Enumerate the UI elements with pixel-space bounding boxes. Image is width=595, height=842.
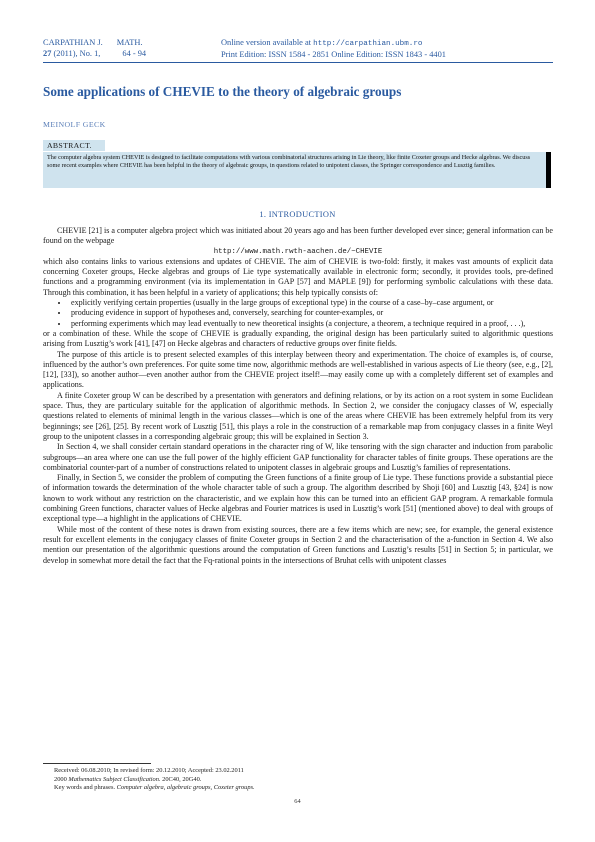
journal-header bbox=[43, 38, 203, 59]
paragraph: or a combination of these. While the scope of CHEVIE is gradually expanding, the original design has been particularly suited to algorithmic questions arising from Lusztig’s work [41], [47] on Hecke algebras and characters of reductive groups over finite fields. bbox=[43, 328, 553, 349]
paper-title: Some applications of CHEVIE to the theory of algebraic groups bbox=[43, 84, 402, 99]
journal-volume: 27 bbox=[43, 48, 52, 58]
paragraph: A finite Coxeter group W can be described by a presentation with generators and defining relations, or by its action on a root system in some Euclidean space. Thus, they are particulary suitable for the application of algorithmic methods. In Section 2, we consider the conjugacy classes of W, especially questions related to elements of minimal length in the various classes—which is one of the areas where CHEVIE has been extremely helpful from its very beginnings; see [26], [25]. By recent work of Lusztig [51], this plays a role in the construction of a remarkable map from conjugacy classes in a finite Weyl group to the unipotent classes in a corresponding algebraic group; this will be explained in Section 3. bbox=[43, 390, 553, 441]
print-edition-line: Print Edition: ISSN 1584 - 2851 Online Edition: ISSN 1843 - 4401 bbox=[221, 49, 446, 59]
journal-year-issue: (2011), No. 1, bbox=[53, 48, 101, 58]
list-item: • producing evidence in support of hypotheses and, conversely, searching for counter-examples, or bbox=[69, 308, 553, 318]
body-text bbox=[43, 226, 553, 566]
paragraph: Finally, in Section 5, we consider the problem of computing the Green functions of a finite group of Lie type. These functions provide a substantial piece of information towards the determination of the whole character table of such a group. The algorithm described by Shoji [60] and Lusztig [43, §24] is now known to work without any restriction on the characteristic, and we explain how this can be turned into an efficient GAP program. A remarkable formula combining Green functions, character values of Hecke algebras and Fourier matrices is used in Lusztig’s work [51] (mentioned above) to deal with groups of exceptional type—a highlight in the applications of CHEVIE. bbox=[43, 473, 553, 524]
msc-label: Mathematics Subject Classification. bbox=[68, 775, 161, 783]
list-item: • explicitly verifying certain properties (usually in the large groups of exceptional type) in the course of a case–by–case argument, or bbox=[69, 298, 553, 308]
paragraph: In Section 4, we shall consider certain standard operations in the character ring of W, like tensoring with the sign character and induction from parabolic subgroups—an area where one can use the full power of the highly efficient GAP functionality for character tables of finite groups. These operations are the combinatorial counter-part of a number of constructions related to unipotent classes in algebraic groups and Lusztig’s families of representations. bbox=[43, 442, 553, 472]
abstract-text: The computer algebra system CHEVIE is designed to facilitate computations with various combinatorial structures arising in Lie theory, like finite Coxeter groups and Hecke algebras. We discuss some recent examples where CHEVIE has been helpful in the theory of algebraic groups, in questions related to unipotent classes, the Springer correspondence and Lusztig families. bbox=[47, 154, 531, 170]
list-item: • performing experiments which may lead eventually to new theoretical insights (a conjecture, a theorem, a technique required in a proof, . . .), bbox=[69, 319, 553, 329]
paragraph: which also contains links to various extensions and updates of CHEVIE. The aim of CHEVIE is two-fold: firstly, it makes vast amounts of explicit data concerning Coxeter groups, Hecke algebras and groups of Lie type systematically available in electronic form; secondly, it provides tools, pre-defined functions and a programming environment (via its implementation in GAP [57] and MAPLE [9]) for performing symbolic calculations with these data. Through this combination, it has been helpful in a variety of applications; this help typically consists of: bbox=[43, 256, 553, 297]
edition-info bbox=[221, 38, 561, 60]
msc-line bbox=[54, 776, 554, 785]
online-prefix: Online version available at bbox=[221, 38, 314, 47]
keywords-label: Key words and phrases. bbox=[54, 784, 116, 792]
page-number: 64 bbox=[294, 798, 301, 805]
chevie-url-link[interactable]: http://www.math.rwth-aachen.de/~CHEVIE bbox=[213, 247, 383, 256]
keywords-text: Computer algebra, algebraic groups, Coxeter groups. bbox=[116, 784, 255, 792]
bullet-list bbox=[43, 298, 553, 329]
paragraph: The purpose of this article is to present selected examples of this interplay between theory and experimentation. The choice of examples is, of course, influenced by the author’s own preferences. For quite some time now, algorithmic methods are well-established in various aspects of Lie theory (see, e.g., [2], [12], [33]), so another author—even another author from the CHEVIE project itself!—may easily come up with a completely different set of examples and applications. bbox=[43, 349, 553, 390]
received-dates: Received: 06.08.2010; In revised form: 20.12.2010; Accepted: 23.02.2011 bbox=[54, 767, 244, 774]
journal-name: CARPATHIAN J. bbox=[43, 38, 103, 47]
header-rule bbox=[43, 62, 553, 63]
msc-codes: 20C40, 20G40. bbox=[162, 775, 202, 783]
paragraph: While most of the content of these notes is drawn from existing sources, there are a few items which are new; see, for example, the general existence result for excellent elements in the conjugacy classes of finite Coxeter groups in Section 2 and the characterisation of the a-function in Section 4. We also mention our presentation of the algorithmic questions around the computation of Green functions and Lusztig’s results [51] in Section 5; in particular, we develop in somewhat more detail the fact that the Fq-rational points in the intersections of Bruhat cells with unipotent classes bbox=[43, 524, 553, 565]
footnote bbox=[54, 767, 554, 793]
paragraph: CHEVIE [21] is a computer algebra project which was initiated about 20 years ago and has been further developed ever since; general information can be found on the webpage bbox=[43, 226, 553, 246]
section-heading: 1. INTRODUCTION bbox=[259, 210, 336, 219]
msc-year: 2000 bbox=[54, 775, 67, 783]
abstract-label: ABSTRACT. bbox=[43, 140, 105, 151]
abstract-box bbox=[43, 152, 551, 188]
footnote-rule bbox=[43, 763, 151, 764]
online-url-link[interactable]: http://carpathian.ubm.ro bbox=[313, 40, 423, 48]
journal-math: MATH. bbox=[116, 38, 143, 47]
paper-author: MEINOLF GECK bbox=[43, 120, 106, 129]
journal-pages: 64 - 94 bbox=[122, 48, 147, 58]
keywords-line bbox=[54, 784, 554, 793]
